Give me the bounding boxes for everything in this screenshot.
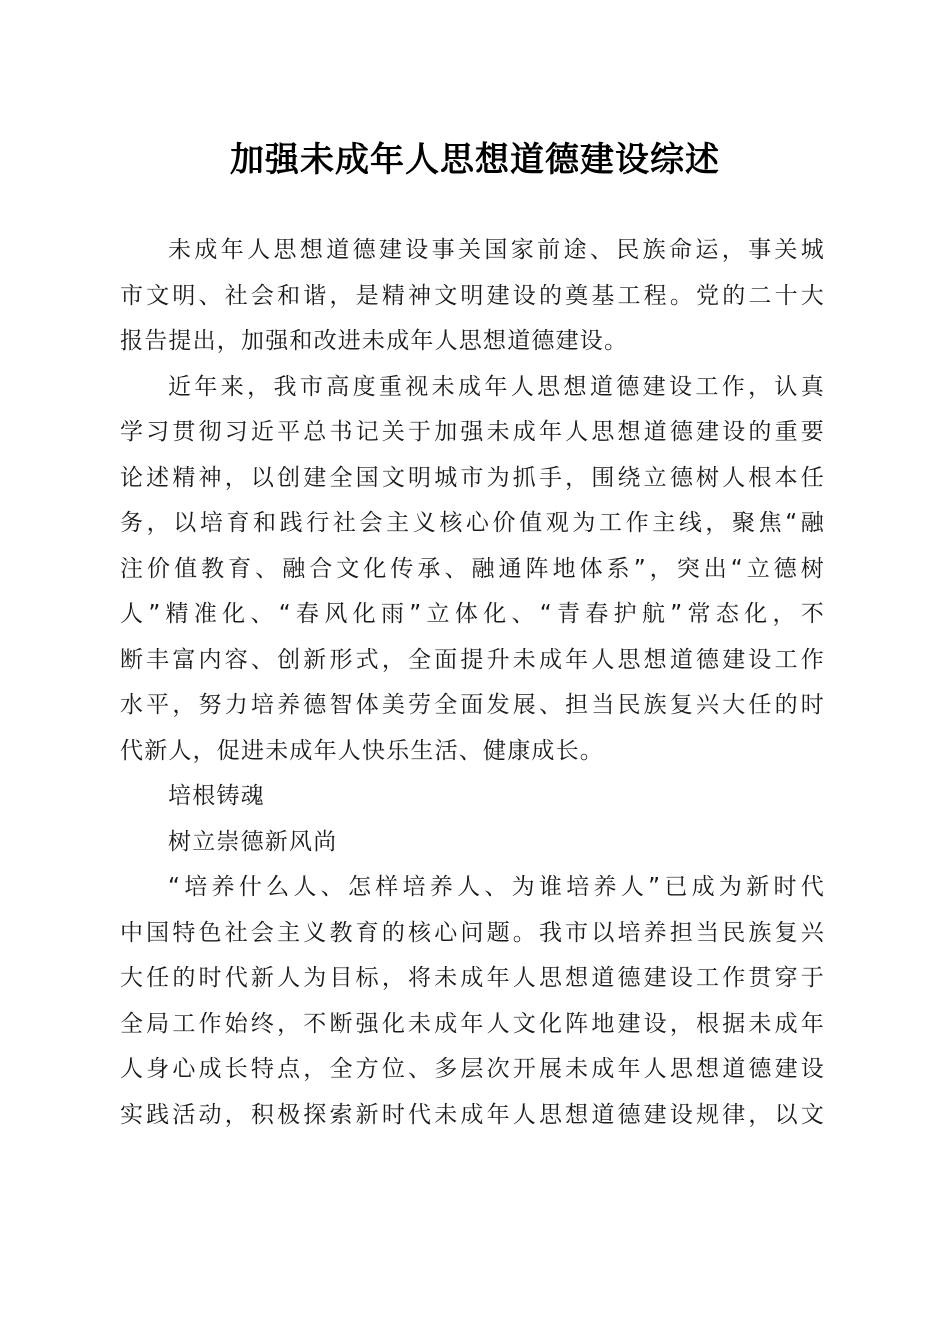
body-line: 学习贯彻习近平总书记关于加强未成年人思想道德建设的重要 [120,419,825,445]
body-line: 人身心成长特点，全方位、多层次开展未成年人思想道德建设 [120,1056,825,1082]
section-subheading: 树立崇德新风尚 [168,828,338,855]
body-line: 论述精神，以创建全国文明城市为抓手，围绕立德树人根本任 [120,464,825,491]
section-heading: 培根铸魂 [168,783,265,809]
body-line: 断丰富内容、创新形式，全面提升未成年人思想道德建设工作 [120,646,825,673]
body-line: 注价值教育、融合文化传承、融通阵地体系”，突出“立德树 [120,555,825,582]
document-body [120,228,825,1138]
body-line: 未成年人思想道德建设事关国家前途、民族命运，事关城 [168,237,825,263]
body-line: “培养什么人、怎样培养人、为谁培养人”已成为新时代 [168,874,825,900]
body-line: 人”精准化、“春风化雨”立体化、“青春护航”常态化，不 [120,601,825,627]
body-line: 代新人，促进未成年人快乐生活、健康成长。 [120,737,604,764]
body-line: 中国特色社会主义教育的核心问题。我市以培养担当民族复兴 [120,919,825,946]
body-line: 水平，努力培养德智体美劳全面发展、担当民族复兴大任的时 [120,692,825,718]
body-line: 报告提出，加强和改进未成年人思想道德建设。 [120,328,629,354]
body-line: 实践活动，积极探索新时代未成年人思想道德建设规律，以文 [120,1101,825,1128]
document-title: 加强未成年人思想道德建设综述 [230,140,720,180]
body-line: 大任的时代新人为目标，将未成年人思想道德建设工作贯穿于 [120,965,825,991]
body-line: 近年来，我市高度重视未成年人思想道德建设工作，认真 [168,373,825,400]
body-line: 全局工作始终，不断强化未成年人文化阵地建设，根据未成年 [120,1010,825,1037]
body-line: 市文明、社会和谐，是精神文明建设的奠基工程。党的二十大 [120,282,825,309]
body-line: 务，以培育和践行社会主义核心价值观为工作主线，聚焦“融 [120,510,825,536]
